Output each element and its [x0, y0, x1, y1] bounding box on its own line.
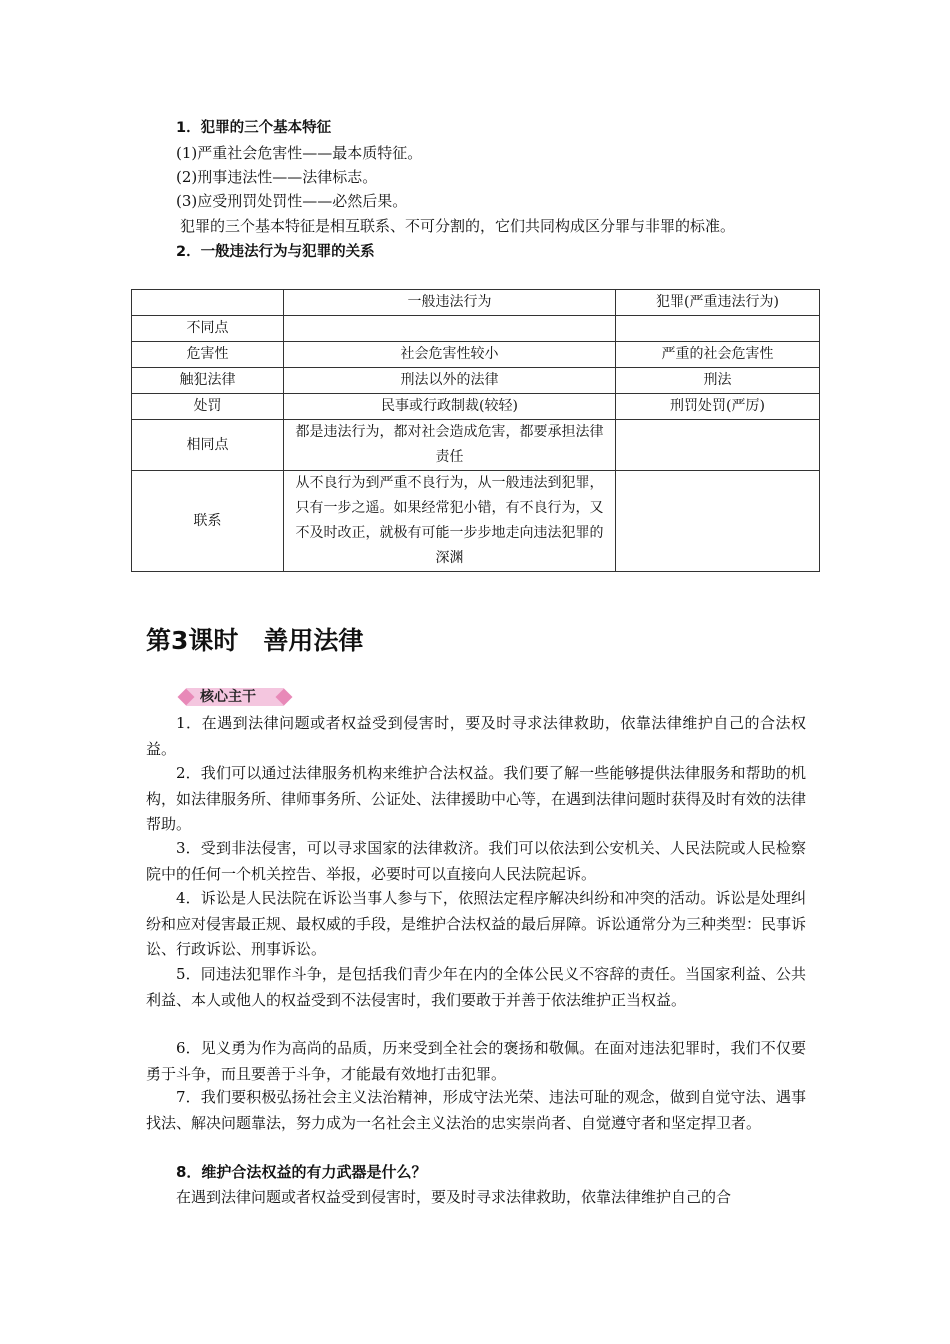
- table-cell: 相同点: [132, 420, 284, 471]
- table-cell: 都是违法行为，都对社会造成危害，都要承担法律责任: [284, 420, 616, 471]
- point-6: 6．见义勇为作为高尚的品质，历来受到全社会的褒扬和敬佩。在面对违法犯罪时，我们不仅要勇于斗争，而且要善于斗争，才能最有效地打击犯罪。: [146, 1039, 806, 1083]
- table-cell: 刑法: [616, 368, 820, 394]
- point-3: 3．受到非法侵害，可以寻求国家的法律救济。我们可以依法到公安机关、人民法院或人民检察院中的任何一个机关控告、举报，必要时可以直接向人民法院起诉。: [146, 839, 806, 883]
- table-cell: 一般违法行为: [284, 290, 616, 316]
- table-header-row: [132, 290, 820, 316]
- table-row: [132, 316, 820, 342]
- table-cell: 危害性: [132, 342, 284, 368]
- feature-item-2: (2)刑事违法性——法律标志。: [176, 168, 378, 186]
- table-cell: 联系: [132, 471, 284, 572]
- question-8: 8．维护合法权益的有力武器是什么？: [176, 1163, 427, 1181]
- table-row: [132, 368, 820, 394]
- heading-crime-features: 1．犯罪的三个基本特征: [176, 120, 332, 136]
- table-cell: 严重的社会危害性: [616, 342, 820, 368]
- table-cell: [616, 316, 820, 342]
- heading-relation: 2．一般违法行为与犯罪的关系: [176, 244, 375, 260]
- point-2: 2．我们可以通过法律服务机构来维护合法权益。我们要了解一些能够提供法律服务和帮助的机构，如法律服务所、律师事务所、公证处、法律援助中心等，在遇到法律问题时获得及时有效的法律帮助。: [146, 764, 807, 833]
- comparison-table: [131, 289, 820, 572]
- feature-summary: 犯罪的三个基本特征是相互联系、不可分割的，它们共同构成区分罪与非罪的标准。: [180, 217, 736, 235]
- table-cell: 从不良行为到严重不良行为，从一般违法到犯罪，只有一步之遥。如果经常犯小错，有不良行为，又不及时改正，就极有可能一步步地走向违法犯罪的深渊: [284, 471, 616, 572]
- table-row: [132, 420, 820, 471]
- table-cell: [132, 290, 284, 316]
- answer-8: 在遇到法律问题或者权益受到侵害时，要及时寻求法律救助，依靠法律维护自己的合: [176, 1188, 732, 1206]
- point-4: 4．诉讼是人民法院在诉讼当事人参与下，依照法定程序解决纠纷和冲突的活动。诉讼是处理纠纷和应对侵害最正规、最权威的手段，是维护合法权益的最后屏障。诉讼通常分为三种类型：民事诉讼、行政诉讼、刑事诉讼。: [146, 889, 807, 958]
- table-cell: 社会危害性较小: [284, 342, 616, 368]
- feature-item-1: (1)严重社会危害性——最本质特征。: [176, 144, 423, 162]
- table-cell: 触犯法律: [132, 368, 284, 394]
- table-cell: 处罚: [132, 394, 284, 420]
- table-cell: 犯罪(严重违法行为): [616, 290, 820, 316]
- point-1: 1．在遇到法律问题或者权益受到侵害时，要及时寻求法律救助，依靠法律维护自己的合法权益。: [146, 714, 806, 758]
- table-row: [132, 394, 820, 420]
- table-row: [132, 471, 820, 572]
- point-5: 5．同违法犯罪作斗争，是包括我们青少年在内的全体公民义不容辞的责任。当国家利益、公共利益、本人或他人的权益受到不法侵害时，我们要敢于并善于依法维护正当权益。: [146, 965, 806, 1009]
- point-7: 7．我们要积极弘扬社会主义法治精神，形成守法光荣、违法可耻的观念，做到自觉守法、遇事找法、解决问题靠法，努力成为一名社会主义法治的忠实崇尚者、自觉遵守者和坚定捍卫者。: [146, 1088, 806, 1132]
- table-row: [132, 342, 820, 368]
- badge-label: 核心主干: [200, 689, 256, 705]
- table-cell: [616, 471, 820, 572]
- feature-item-3: (3)应受刑罚处罚性——必然后果。: [176, 192, 408, 210]
- table-cell: 民事或行政制裁(较轻): [284, 394, 616, 420]
- table-cell: [616, 420, 820, 471]
- table-cell: 不同点: [132, 316, 284, 342]
- table-cell: 刑法以外的法律: [284, 368, 616, 394]
- core-badge: [176, 686, 294, 708]
- lesson-title: 第3课时 善用法律: [146, 626, 364, 655]
- table-cell: [284, 316, 616, 342]
- table-cell: 刑罚处罚(严厉): [616, 394, 820, 420]
